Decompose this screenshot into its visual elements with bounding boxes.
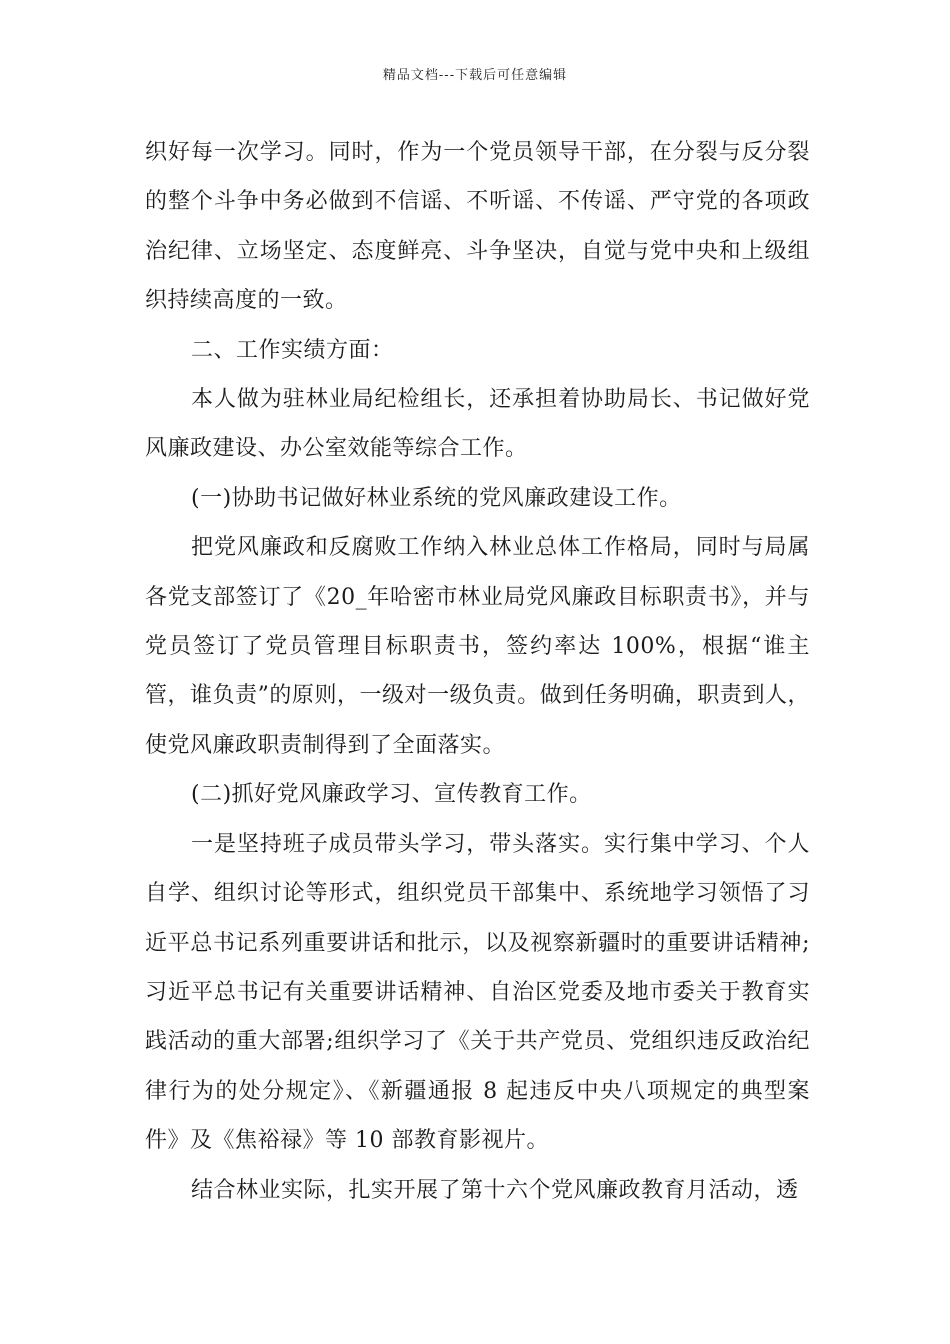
paragraph-1: 织好每一次学习。同时，作为一个党员领导干部，在分裂与反分裂的整个斗争中务必做到不信谣、不听谣、不传谣、严守党的各项政治纪律、立场坚定、态度鲜亮、斗争坚决，自觉与党中央和上级组织持续高度的一致。 [145,140,810,314]
page-header: 精品文档---下载后可任意编辑 [382,68,568,83]
paragraph-6: (二)抓好党风廉政学习、宣传教育工作。 [191,782,592,808]
paragraph-3: 本人做为驻林业局纪检组长，还承担着协助局长、书记做好党风廉政建设、办公室效能等综合工作。 [145,387,810,462]
paragraph-7: 一是坚持班子成员带头学习，带头落实。实行集中学习、个人自学、组织讨论等形式，组织党员干部集中、系统地学习领悟了习近平总书记系列重要讲话和批示，以及视察新疆时的重要讲话精神;习近平总书记有关重要讲话精神、自治区党委及地市委关于教育实践活动的重大部署;组织学习了《关于共产党员、党组织违反政治纪律行为的处分规定》、《新疆通报 8 起违反中央八项规定的典型案件》及《焦裕禄》等 10 部教育影视片。 [145,831,810,1154]
paragraph-4: (一)协助书记做好林业系统的党风廉政建设工作。 [191,485,682,511]
document-body [145,128,810,1215]
paragraph-2: 二、工作实绩方面： [191,337,394,363]
paragraph-5: 把党风廉政和反腐败工作纳入林业总体工作格局，同时与局属各党支部签订了《20_年哈密市林业局党风廉政目标职责书》，并与党员签订了党员管理目标职责书，签约率达 100%，根据“谁主管，谁负责”的原则，一级对一级负责。做到任务明确，职责到人，使党风廉政职责制得到了全面落实。 [145,535,810,758]
paragraph-8: 结合林业实际，扎实开展了第十六个党风廉政教育月活动，透 [191,1177,799,1203]
